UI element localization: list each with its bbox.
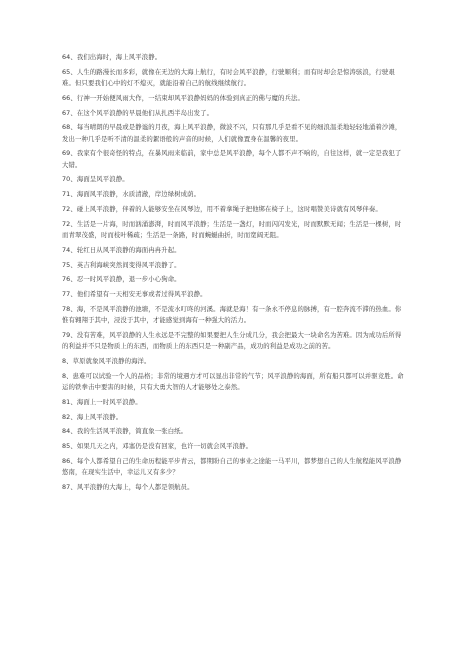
entry-64: 64、我们出海时，海上风平浪静。: [62, 53, 162, 61]
entry-65: 65、人生的路漫长而多彩，就像在无边的大海上航行，有时会风平浪静，行驶顺利；而有时却会是惊涛骇浪，行驶艰难。但只要我们心中的灯不熄灭，就能沿着自己的航线继续航行。: [62, 67, 395, 87]
entry-84: 84、我的生活风平浪静，简直象一张白纸。: [62, 427, 188, 436]
entry-82: 82、海上风平浪静。: [62, 412, 123, 421]
entry-8a: 8、草原就象风平浪静的海洋。: [62, 356, 151, 365]
entry-67: 67、在这个风平浪静的早晨他们从扎西半岛出发了。: [62, 108, 214, 117]
entry-79: 79、没有苦难，风平浪静的人生永远是不完整的如果要把人生分成几分，我会把最大一块命名为苦难。因为成功后所得的利益并不只是物质上的东西，而物质上的东西只是一种副产品，成功的利益是成功之前的苦。: [62, 330, 402, 351]
entry-75: 75、英吉利海峡突然间变得风平浪静了。: [62, 260, 181, 269]
entry-78: 78、海，不是风平浪静的池塘，不是流水叮咚的河溪。海就是海！有一条永不停息的脉搏，有一腔奔流不滞的热血。你惟有翱翔于其中，浸没于其中，才能感觉到海有一种强大的活力。: [62, 304, 402, 325]
entry-85: 85、如果几天之内，邓塞仍是没有回家，也许一切就会风平浪静。: [62, 442, 253, 451]
entry-72b: 72、生活是一片海，时而汹涌澎湃，时而风平浪静；生活是一盏灯，时而闪闪发光，时而默默无闻；生活是一棵树，时而青翠茂盛，时而枝叶稀疏；生活是一条路，时而蜿蜒曲折，时而宽阔无阻。: [62, 219, 402, 239]
entry-71: 71、海面风平浪静，水质清澈，岸边绿树成荫。: [62, 190, 201, 199]
entry-70: 70、海面呈风平浪静。: [62, 175, 129, 184]
entry-87: 87、风平浪静的大海上，每个人都是领航员。: [62, 482, 194, 491]
entry-77: 77、他们希望有一天相安无事或者过得风平浪静。: [62, 290, 207, 299]
entry-72a: 72、碰上风平浪静，伴着的人能够安坐在风琴边，用不着拿绳子把他绑在椅子上，这时唱赞美诗就有风琴伴奏。: [62, 204, 382, 213]
entry-81: 81、海面上一时风平浪静。: [62, 397, 142, 406]
entry-66: 66、行神一开始便风雨大作，一结束却风平浪静妈妈的体验到真正的佛与魔的兵法。: [62, 93, 304, 102]
entry-86: 86、每个人都希望自己的生命历程能平步青云，都期盼自己的事业之途能一马平川，都梦想自己的人生航程能风平浪静悠南，在现实生活中，幸运儿又有多少？: [62, 456, 402, 477]
entry-74: 74、轮红日从风平浪静的海面冉冉升起。: [62, 245, 181, 254]
entry-8b: 8、患难可以试验一个人的品格；非常的境遇方才可以显出非常的气节；风平浪静的海面，所有船只都可以并驱竞胜。命运的铁拳击中要害的时候，只有大勇大智的人才能够处之泰然。: [62, 371, 404, 391]
entry-68: 68、每当晴朗的早晨或是静谧的月夜，海上风平浪静，微波不兴，只有那几乎是看不见的细浪温柔地轻轻地涌着沙滩，发出一种几乎是听不清的温柔的絮语般的声音的时候，人们就像置身在温馨的夜里。: [62, 123, 402, 143]
entry-76: 76、忍一时风平浪静，退一步小心狗命。: [62, 275, 181, 284]
entry-69: 69、我家有个很奇怪的特点，在暴风雨来临前，家中总是风平浪静，每个人都不声不响的，自往这样，就一定是我犯了大错。: [62, 149, 402, 169]
